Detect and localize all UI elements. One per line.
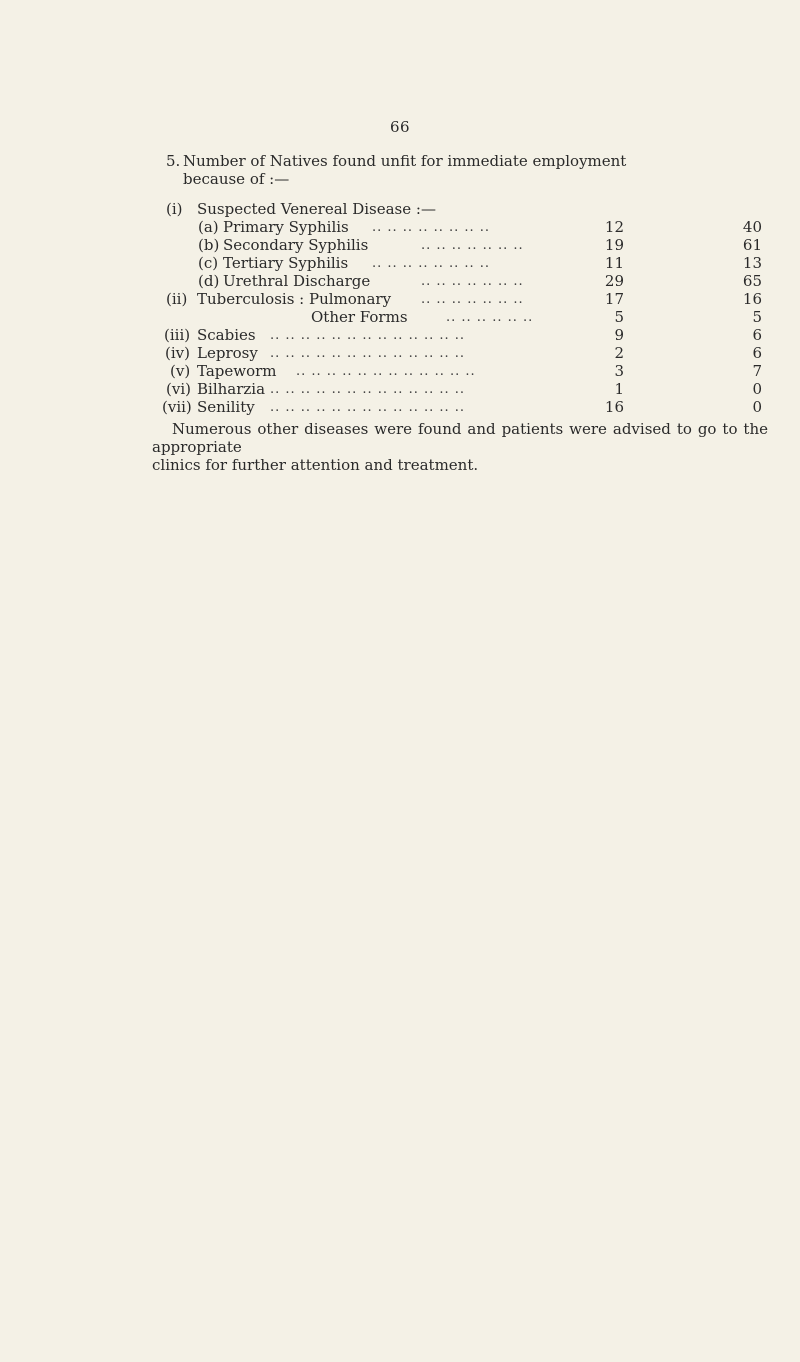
table-row bbox=[0, 291, 800, 308]
value-column-2: 7 bbox=[752, 362, 762, 380]
value-column-2: 0 bbox=[752, 380, 762, 398]
value-column-2: 65 bbox=[742, 272, 762, 290]
value-column-2: 0 bbox=[752, 398, 762, 416]
leader-dots: .. .. .. .. .. .. .. .. .. .. .. .. .. bbox=[270, 400, 466, 415]
table-row bbox=[0, 327, 800, 344]
row-number: (vii) bbox=[162, 398, 192, 416]
value-column-1: 19 bbox=[604, 236, 624, 254]
leader-dots: .. .. .. .. .. .. .. .. .. .. .. .. .. bbox=[270, 346, 466, 361]
value-column-1: 16 bbox=[604, 398, 624, 416]
row-label: Other Forms bbox=[311, 308, 408, 326]
leader-dots: .. .. .. .. .. .. bbox=[446, 310, 534, 325]
leader-dots: .. .. .. .. .. .. .. bbox=[421, 274, 524, 289]
row-label: Leprosy bbox=[197, 344, 258, 362]
value-column-1: 12 bbox=[604, 218, 624, 236]
row-letter: (c) bbox=[198, 254, 219, 272]
row-label: Urethral Discharge bbox=[223, 272, 371, 290]
table-row bbox=[0, 345, 800, 362]
table-row bbox=[0, 309, 800, 326]
value-column-1: 5 bbox=[614, 308, 624, 326]
value-column-1: 3 bbox=[614, 362, 624, 380]
value-column-1: 9 bbox=[614, 326, 624, 344]
value-column-2: 40 bbox=[742, 218, 762, 236]
value-column-1: 11 bbox=[604, 254, 624, 272]
row-label: Tertiary Syphilis bbox=[223, 254, 349, 272]
note-line-1: Numerous other diseases were found and patients were advised to go to the appropriate bbox=[152, 420, 768, 456]
leader-dots: .. .. .. .. .. .. .. .. .. .. .. .. .. bbox=[270, 382, 466, 397]
row-label: Primary Syphilis bbox=[223, 218, 349, 236]
row-letter: (d) bbox=[198, 272, 220, 290]
value-column-1: 17 bbox=[604, 290, 624, 308]
row-number: (iii) bbox=[164, 326, 191, 344]
row-number: (v) bbox=[170, 362, 191, 380]
table-row bbox=[0, 219, 800, 236]
leader-dots: .. .. .. .. .. .. .. .. bbox=[372, 256, 491, 271]
table-row bbox=[0, 273, 800, 290]
value-column-1: 29 bbox=[604, 272, 624, 290]
venereal-heading-row bbox=[0, 201, 800, 218]
table-row bbox=[0, 399, 800, 416]
table-row bbox=[0, 237, 800, 254]
closing-note bbox=[152, 420, 768, 474]
value-column-1: 1 bbox=[614, 380, 624, 398]
row-label: Scabies bbox=[197, 326, 256, 344]
venereal-heading: Suspected Venereal Disease :— bbox=[197, 200, 436, 218]
row-number: (vi) bbox=[166, 380, 191, 398]
row-label: Tuberculosis : Pulmonary bbox=[197, 290, 392, 308]
value-column-2: 16 bbox=[742, 290, 762, 308]
row-label: Senility bbox=[197, 398, 255, 416]
section-title: Number of Natives found unfit for immediate employment because of :— bbox=[183, 152, 627, 188]
value-column-1: 2 bbox=[614, 344, 624, 362]
value-column-2: 6 bbox=[752, 326, 762, 344]
section-number: 5. bbox=[166, 152, 181, 170]
note-line-2: clinics for further attention and treatment. bbox=[152, 456, 479, 474]
value-column-2: 13 bbox=[742, 254, 762, 272]
row-number: (iv) bbox=[165, 344, 190, 362]
table-row bbox=[0, 255, 800, 272]
page-number: 66 bbox=[389, 118, 411, 136]
value-column-2: 61 bbox=[742, 236, 762, 254]
leader-dots: .. .. .. .. .. .. .. bbox=[421, 238, 524, 253]
row-letter: (b) bbox=[198, 236, 220, 254]
row-label: Tapeworm bbox=[197, 362, 277, 380]
row-label: Secondary Syphilis bbox=[223, 236, 369, 254]
value-column-2: 5 bbox=[752, 308, 762, 326]
venereal-number: (i) bbox=[166, 200, 183, 218]
table-row bbox=[0, 381, 800, 398]
leader-dots: .. .. .. .. .. .. .. bbox=[421, 292, 524, 307]
leader-dots: .. .. .. .. .. .. .. .. .. .. .. .. .. bbox=[270, 328, 466, 343]
table-row bbox=[0, 363, 800, 380]
leader-dots: .. .. .. .. .. .. .. .. bbox=[372, 220, 491, 235]
row-number: (ii) bbox=[166, 290, 188, 308]
leader-dots: .. .. .. .. .. .. .. .. .. .. .. .. bbox=[296, 364, 476, 379]
value-column-2: 6 bbox=[752, 344, 762, 362]
row-letter: (a) bbox=[198, 218, 219, 236]
row-label: Bilharzia bbox=[197, 380, 266, 398]
